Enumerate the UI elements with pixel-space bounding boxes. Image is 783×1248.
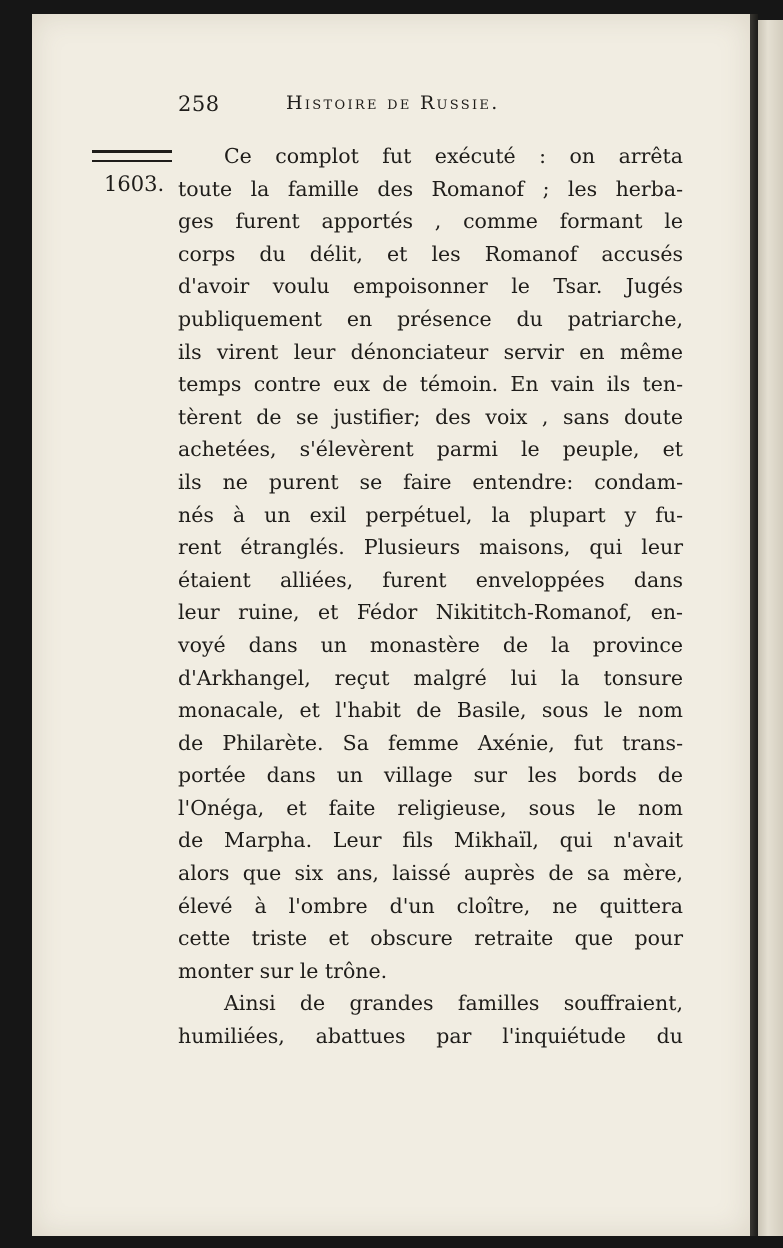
text-line: temps contre eux de témoin. En vain ils ten-	[178, 372, 683, 397]
running-head: Histoire de Russie.	[286, 92, 500, 114]
text-line: leur ruine, et Fédor Nikititch-Romanof, en-	[178, 600, 683, 625]
text-line: de Philarète. Sa femme Axénie, fut trans-	[178, 730, 683, 755]
text-line: humiliées, abattues par l'inquiétude du	[178, 1024, 683, 1049]
text-line: élevé à l'ombre d'un cloître, ne quittera	[178, 893, 683, 918]
text-line: alors que six ans, laissé auprès de sa mère,	[178, 861, 683, 886]
text-line: corps du délit, et les Romanof accusés	[178, 241, 683, 266]
text-line: Ce complot fut exécuté : on arrêta	[224, 144, 683, 168]
text-line: monter sur le trône.	[178, 958, 388, 983]
text-line: publiquement en présence du patriarche,	[178, 306, 683, 331]
body-text	[178, 140, 683, 1053]
page-gutter-edge	[750, 14, 758, 1236]
text-line: ils ne purent se faire entendre: condam-	[178, 469, 683, 494]
text-line: rent étranglés. Plusieurs maisons, qui leur	[178, 535, 683, 560]
text-line: tèrent de se justifier; des voix , sans doute	[178, 404, 683, 429]
text-line: cette triste et obscure retraite que pour	[178, 926, 683, 951]
page-header	[178, 92, 683, 126]
next-page-edge	[758, 20, 783, 1236]
text-line: d'Arkhangel, reçut malgré lui la tonsure	[178, 665, 683, 690]
text-line: monacale, et l'habit de Basile, sous le nom	[178, 698, 683, 723]
text-line: achetées, s'élevèrent parmi le peuple, et	[178, 437, 683, 462]
margin-year-note: 1603.	[104, 172, 165, 196]
page-number: 258	[178, 92, 220, 116]
text-line: toute la famille des Romanof ; les herba-	[178, 176, 683, 201]
text-line: étaient alliées, furent enveloppées dans	[178, 567, 683, 592]
text-line: voyé dans un monastère de la province	[178, 632, 683, 657]
text-line: ils virent leur dénonciateur servir en même	[178, 339, 683, 364]
text-line: nés à un exil perpétuel, la plupart y fu-	[178, 502, 683, 527]
text-line: ges furent apportés , comme formant le	[178, 209, 683, 234]
text-line: l'Onéga, et faite religieuse, sous le nom	[178, 795, 683, 820]
margin-rule	[92, 150, 172, 162]
text-line: portée dans un village sur les bords de	[178, 763, 683, 788]
text-line: d'avoir voulu empoisonner le Tsar. Jugés	[178, 274, 683, 299]
text-line: de Marpha. Leur fils Mikhaïl, qui n'avait	[178, 828, 683, 853]
text-line: Ainsi de grandes familles souffraient,	[224, 991, 683, 1016]
